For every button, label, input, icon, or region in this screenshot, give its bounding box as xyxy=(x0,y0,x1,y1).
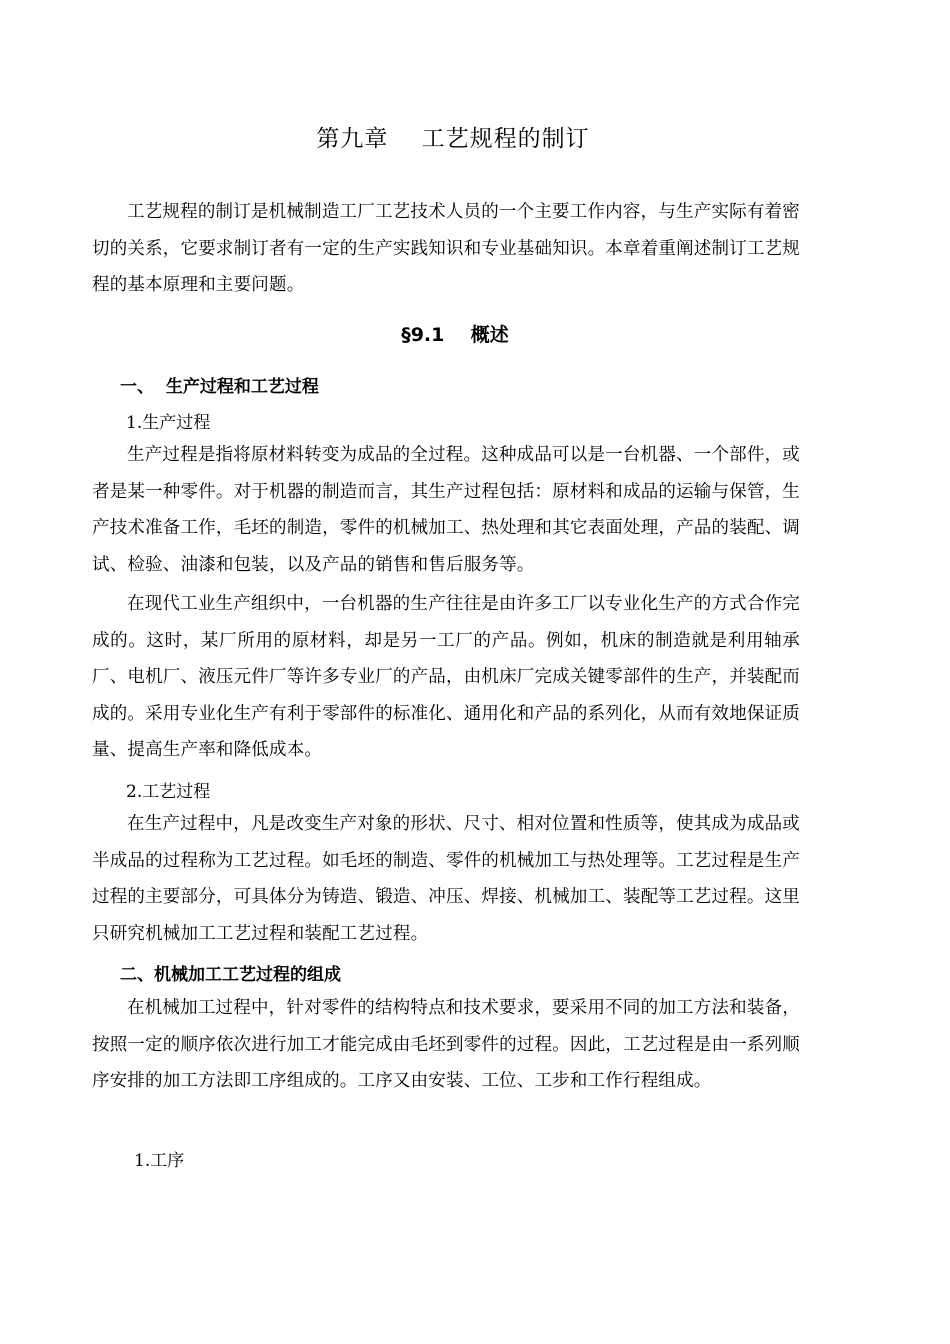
paragraph-production-process: 生产过程是指将原材料转变为成品的全过程。这种成品可以是一台机器、一个部件，或者是某一种零件。对于机器的制造而言，其生产过程包括：原材料和成品的运输与保管，生产技术准备工作，毛坯的制造，零件的机械加工、热处理和其它表面处理，产品的装配、调试、检验、油漆和包装，以及产品的销售和售后服务等。 xyxy=(92,445,800,575)
section-title: §9.1 概述 xyxy=(401,324,509,346)
paragraph-machining-process: 在机械加工过程中，针对零件的结构特点和技术要求，要采用不同的加工方法和装备，按照一定的顺序依次进行加工才能完成由毛坯到零件的过程。因此，工艺过程是由一系列顺序安排的加工方法即工序组成的。工序又由安装、工位、工步和工作行程组成。 xyxy=(92,998,800,1091)
heading-machining-process-composition: 二、机械加工工艺过程的组成 xyxy=(120,965,341,985)
subheading-operation: 1.工序 xyxy=(134,1151,185,1171)
subheading-technological-process: 2.工艺过程 xyxy=(126,782,211,802)
paragraph-specialization: 在现代工业生产组织中，一台机器的生产往往是由许多工厂以专业化生产的方式合作完成的。这时，某厂所用的原材料，却是另一工厂的产品。例如，机床的制造就是利用轴承厂、电机厂、液压元件厂等许多专业厂的产品，由机床厂完成关键零部件的生产，并装配而成的。采用专业化生产有利于零部件的标准化、通用化和产品的系列化，从而有效地保证质量、提高生产率和降低成本。 xyxy=(92,594,800,760)
heading-production-process: 一、 生产过程和工艺过程 xyxy=(120,377,319,397)
chapter-title: 第九章 工艺规程的制订 xyxy=(316,126,590,152)
subheading-production-process: 1.生产过程 xyxy=(126,413,211,433)
intro-paragraph: 工艺规程的制订是机械制造工厂工艺技术人员的一个主要工作内容，与生产实际有着密切的关系，它要求制订者有一定的生产实践知识和专业基础知识。本章着重阐述制订工艺规程的基本原理和主要问题。 xyxy=(92,202,800,295)
paragraph-technological-process: 在生产过程中，凡是改变生产对象的形状、尺寸、相对位置和性质等，使其成为成品或半成品的过程称为工艺过程。如毛坯的制造、零件的机械加工与热处理等。工艺过程是生产过程的主要部分，可具体分为铸造、锻造、冲压、焊接、机械加工、装配等工艺过程。这里只研究机械加工工艺过程和装配工艺过程。 xyxy=(92,814,800,944)
